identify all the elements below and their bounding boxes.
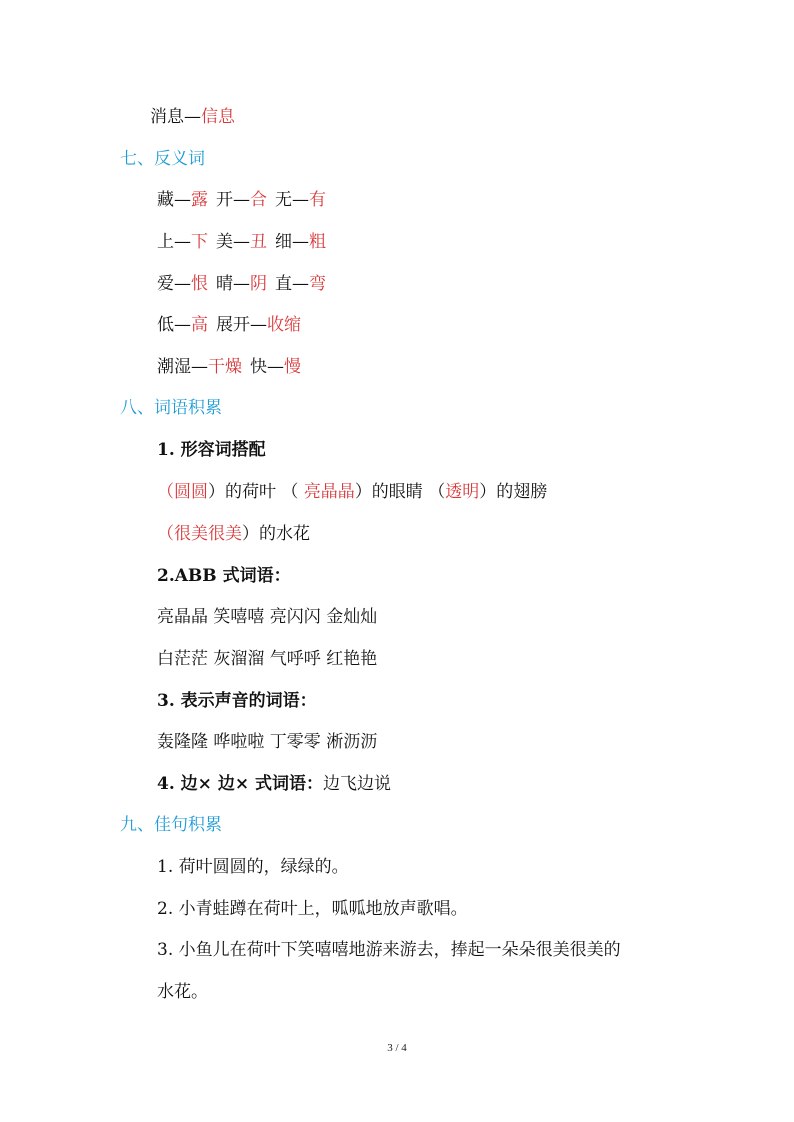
subheading-adjective-pairing: 1. 形容词搭配 bbox=[157, 440, 266, 460]
answer: 丑 bbox=[250, 232, 267, 252]
text: ）的眼睛 （ bbox=[354, 482, 446, 502]
antonym-pair bbox=[275, 274, 326, 294]
antonym-pair bbox=[157, 315, 208, 335]
dash: — bbox=[174, 274, 191, 294]
dash: — bbox=[250, 315, 267, 335]
dash: — bbox=[233, 274, 250, 294]
dash: — bbox=[184, 107, 201, 127]
word: 无 bbox=[275, 190, 292, 210]
word: 上 bbox=[157, 232, 174, 252]
word: 低 bbox=[157, 315, 174, 335]
dash: — bbox=[292, 274, 309, 294]
word: 展开 bbox=[216, 315, 250, 335]
sentence-2: 2. 小青蛙蹲在荷叶上，呱呱地放声歌唱。 bbox=[157, 899, 468, 919]
answer: 高 bbox=[191, 315, 208, 335]
answer: 透明 bbox=[445, 482, 480, 502]
answer: 下 bbox=[191, 232, 208, 252]
section-heading-antonyms: 七、反义词 bbox=[120, 149, 205, 169]
antonym-pair bbox=[250, 357, 301, 377]
dash: — bbox=[292, 190, 309, 210]
dash: — bbox=[267, 357, 284, 377]
antonym-pair bbox=[216, 315, 301, 335]
synonym-pair bbox=[150, 105, 235, 129]
word: 藏 bbox=[157, 190, 174, 210]
answer: 收缩 bbox=[267, 315, 301, 335]
dash: — bbox=[292, 232, 309, 252]
antonym-row bbox=[157, 272, 326, 296]
word: 潮湿 bbox=[157, 357, 191, 377]
antonym-pair bbox=[157, 274, 208, 294]
antonym-pair bbox=[216, 190, 267, 210]
antonym-row bbox=[157, 188, 326, 212]
answer: 露 bbox=[191, 190, 208, 210]
word: 开 bbox=[216, 190, 233, 210]
word: 直 bbox=[275, 274, 292, 294]
word: 爱 bbox=[157, 274, 174, 294]
sentence-3-continued: 水花。 bbox=[157, 982, 208, 1002]
section-heading-sentences: 九、佳句积累 bbox=[120, 815, 222, 835]
paren: （ bbox=[157, 524, 174, 544]
dash: — bbox=[233, 232, 250, 252]
abb-words-line-2: 白茫茫 灰溜溜 气呼呼 红艳艳 bbox=[157, 649, 378, 669]
answer: 干燥 bbox=[208, 357, 242, 377]
adjective-pairing-line-2 bbox=[157, 522, 310, 546]
paren: （ bbox=[157, 482, 174, 502]
abb-words-line-1: 亮晶晶 笑嘻嘻 亮闪闪 金灿灿 bbox=[157, 607, 378, 627]
dash: — bbox=[191, 357, 208, 377]
antonym-pair bbox=[275, 232, 326, 252]
answer: 粗 bbox=[309, 232, 326, 252]
bian-example: 边飞边说 bbox=[323, 774, 391, 794]
answer: 圆圆 bbox=[174, 482, 208, 502]
sentence-1: 1. 荷叶圆圆的，绿绿的。 bbox=[157, 857, 349, 877]
antonym-row bbox=[157, 313, 301, 337]
word: 美 bbox=[216, 232, 233, 252]
section-heading-vocabulary: 八、词语积累 bbox=[120, 398, 222, 418]
answer: 慢 bbox=[284, 357, 301, 377]
text: ）的荷叶 （ bbox=[208, 482, 304, 502]
antonym-pair bbox=[216, 274, 267, 294]
answer: 弯 bbox=[309, 274, 326, 294]
subheading-sound-words: 3. 表示声音的词语： bbox=[157, 691, 317, 711]
text: ）的翅膀 bbox=[479, 482, 548, 502]
sentence-3: 3. 小鱼儿在荷叶下笑嘻嘻地游来游去，捧起一朵朵很美很美的 bbox=[157, 940, 621, 960]
antonym-pair bbox=[157, 190, 208, 210]
answer: 亮晶晶 bbox=[303, 482, 355, 502]
antonym-pair bbox=[157, 232, 208, 252]
answer: 很美很美 bbox=[174, 524, 242, 544]
answer: 有 bbox=[309, 190, 326, 210]
subheading-bian-pattern: 4. 边× 边× 式词语： bbox=[157, 774, 323, 794]
answer: 信息 bbox=[201, 107, 235, 127]
dash: — bbox=[233, 190, 250, 210]
antonym-row bbox=[157, 355, 301, 379]
word: 细 bbox=[275, 232, 292, 252]
bian-pattern-line bbox=[157, 772, 391, 796]
dash: — bbox=[174, 190, 191, 210]
answer: 合 bbox=[250, 190, 267, 210]
page-number: 3 / 4 bbox=[387, 1042, 407, 1054]
answer: 阴 bbox=[250, 274, 267, 294]
word: 消息 bbox=[150, 107, 184, 127]
subheading-abb-words: 2.ABB 式词语： bbox=[157, 566, 291, 586]
word: 晴 bbox=[216, 274, 233, 294]
adjective-pairing-line-1 bbox=[157, 480, 547, 504]
antonym-pair bbox=[216, 232, 267, 252]
antonym-row bbox=[157, 230, 326, 254]
text: ）的水花 bbox=[242, 524, 310, 544]
antonym-pair bbox=[275, 190, 326, 210]
sound-words-line: 轰隆隆 哗啦啦 丁零零 淅沥沥 bbox=[157, 732, 378, 752]
word: 快 bbox=[250, 357, 267, 377]
antonym-pair bbox=[157, 357, 242, 377]
answer: 恨 bbox=[191, 274, 208, 294]
dash: — bbox=[174, 315, 191, 335]
dash: — bbox=[174, 232, 191, 252]
